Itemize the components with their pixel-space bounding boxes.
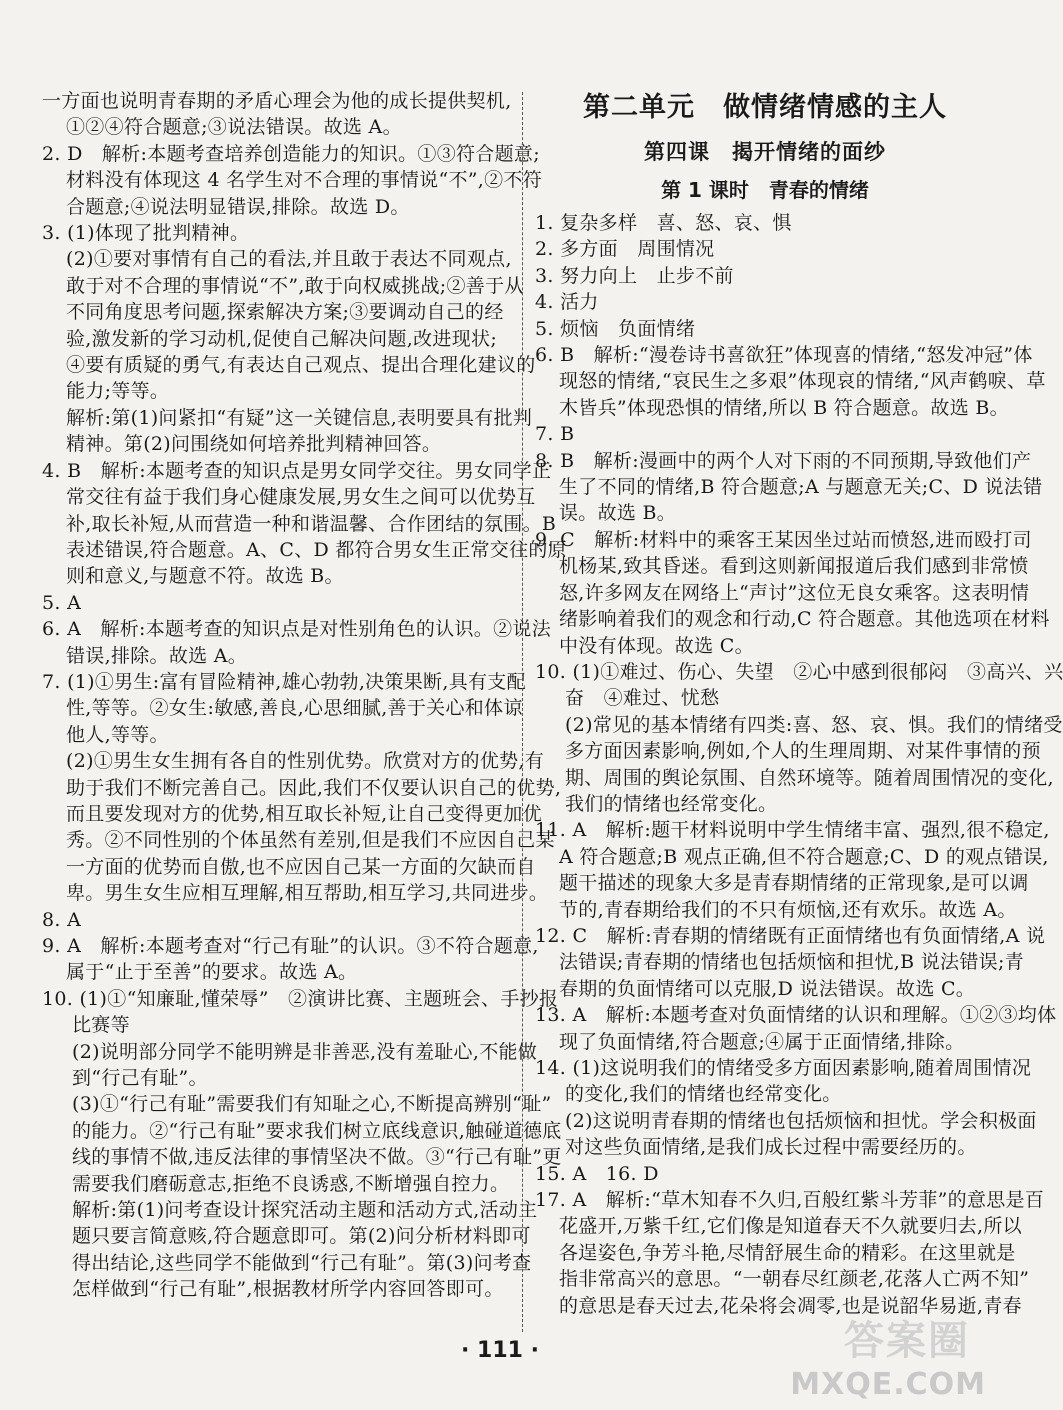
answer-line: 一方面也说明青春期的矛盾心理会为他的成长提供契机,: [42, 90, 512, 112]
answer-line: 需要我们磨砺意志,拒绝不良诱惑,不断增强自控力。: [72, 1172, 510, 1195]
answer-line: 性,等等。②女生:敏感,善良,心思细腻,善于关心和体谅: [66, 697, 523, 720]
answer-line: 的能力。②“行己有耻”要求我们树立底线意识,触碰道德底: [72, 1119, 562, 1142]
answer-line: A 符合题意;B 观点正确,但不符合题意;C、D 的观点错误,: [559, 845, 1049, 868]
answer-line: 木皆兵”体现恐惧的情绪,所以 B 符合题意。故选 B。: [559, 396, 1009, 419]
answer-line: 11. A 解析:题干材料说明中学生情绪丰富、强烈,很不稳定,: [535, 819, 1050, 842]
answer-line: 生了不同的情绪,B 符合题意;A 与题意无关;C、D 说法错: [559, 476, 1043, 499]
answer-line: 一方面的优势而自傲,也不应因自己某一方面的欠缺而自: [66, 855, 536, 878]
answer-line: 敢于对不合理的事情说“不”,敢于向权威挑战;②善于从: [66, 274, 524, 297]
answer-line: 1. 复杂多样 喜、怒、哀、惧: [535, 212, 792, 234]
answer-line: (2)常见的基本情绪有四类:喜、怒、哀、惧。我们的情绪受: [565, 713, 1063, 736]
answer-line: 期、周围的舆论氛围、自然环境等。随着周围情况的变化,: [565, 766, 1054, 789]
answer-line: 则和意义,与题意不符。故选 B。: [66, 565, 344, 588]
column-divider: [522, 92, 523, 1332]
answer-line: 我们的情绪也经常变化。: [565, 792, 778, 815]
answer-line: 10. (1)①“知廉耻,懂荣辱” ②演讲比赛、主题班会、手抄报: [42, 987, 559, 1010]
answer-line: 2. 多方面 周围情况: [535, 238, 715, 261]
answer-line: ①②④符合题意;③说法错误。故选 A。: [66, 116, 402, 139]
answer-line: 怎样做到“行己有耻”,根据教材所学内容回答即可。: [72, 1278, 504, 1301]
answer-line: 的变化,我们的情绪也经常变化。: [565, 1083, 842, 1106]
watermark-brand: 答案圈: [844, 1318, 970, 1364]
answer-line: 3. (1)体现了批判精神。: [42, 222, 250, 245]
answer-line: 现怒的情绪,“哀民生之多艰”体现哀的情绪,“风声鹤唳、草: [559, 370, 1046, 393]
answer-line: 精神。第(2)问围绕如何培养批判精神回答。: [66, 433, 442, 456]
answer-line: 多方面因素影响,例如,个人的生理周期、对某件事情的预: [565, 740, 1041, 763]
answer-line: 得出结论,这些同学不能做到“行己有耻”。第(3)问考查: [72, 1251, 532, 1274]
answer-line: 错误,排除。故选 A。: [66, 644, 248, 667]
answer-line: 2. D 解析:本题考查培养创造能力的知识。①③符合题意;: [42, 142, 540, 165]
answer-line: 解析:第(1)问紧扣“有疑”这一关键信息,表明要具有批判: [66, 406, 533, 429]
answer-line: 6. A 解析:本题考查的知识点是对性别角色的认识。②说法: [42, 618, 551, 641]
answer-line: 6. B 解析:“漫卷诗书喜欲狂”体现喜的情绪,“怒发冲冠”体: [535, 344, 1033, 367]
answer-line: 10. (1)①难过、伤心、失望 ②心中感到很郁闷 ③高兴、兴: [535, 660, 1063, 683]
answer-line: 对这些负面情绪,是我们成长过程中需要经历的。: [565, 1136, 977, 1159]
answer-line: ④要有质疑的勇气,有表达自己观点、提出合理化建议的: [66, 354, 536, 377]
answer-line: 12. C 解析:青春期的情绪既有正面情绪也有负面情绪,A 说: [535, 924, 1046, 947]
answer-line: 他人,等等。: [66, 723, 169, 746]
right-answers: [535, 210, 1063, 1319]
answer-line: 现了负面情绪,符合题意;④属于正面情绪,排除。: [559, 1030, 965, 1053]
watermark-url: MXQE.COM: [790, 1367, 986, 1402]
answer-line: 中没有体现。故选 C。: [559, 634, 754, 657]
answer-line: 8. A: [42, 908, 82, 931]
page-number: · 111 ·: [461, 1338, 539, 1363]
right-column: [535, 88, 1063, 1319]
answer-line: 5. 烦恼 负面情绪: [535, 317, 696, 340]
answer-line: 各逞姿色,争芳斗艳,尽情舒展生命的精彩。在这里就是: [559, 1241, 1016, 1264]
answer-line: 材料没有体现这 4 名学生对不合理的事情说“不”,②不符: [66, 169, 543, 192]
answer-line: 常交往有益于我们身心健康发展,男女生之间可以优势互: [66, 486, 536, 509]
answer-line: 14. (1)这说明我们的情绪受多方面因素影响,随着周围情况: [535, 1057, 1032, 1079]
answer-line: 解析:第(1)问考查设计探究活动主题和活动方式,活动主: [72, 1199, 538, 1222]
answer-line: 怒,许多网友在网络上“声讨”这位无良女乘客。这表明情: [559, 581, 1030, 604]
answer-line: 7. (1)①男生:富有冒险精神,雄心勃勃,决策果断,具有支配: [42, 670, 526, 693]
period-title: 第 1 课时 青春的情绪: [661, 178, 869, 202]
answer-line: 7. B: [535, 423, 575, 446]
answer-line: 绪影响着我们的观念和行动,C 符合题意。其他选项在材料: [559, 608, 1050, 631]
answer-line: 题只要言简意赅,符合题意即可。第(2)问分析材料即可: [72, 1225, 531, 1248]
answer-line: 表述错误,符合题意。A、C、D 都符合男女生正常交往的原: [66, 538, 567, 561]
answer-line: (2)这说明青春期的情绪也包括烦恼和担忧。学会积极面: [565, 1109, 1037, 1132]
answer-line: 属于“止于至善”的要求。故选 A。: [66, 961, 358, 984]
unit-title: 第二单元 做情绪情感的主人: [583, 92, 947, 123]
answer-line: 奋 ④难过、忧愁: [565, 687, 720, 710]
watermark-logo: [790, 1318, 986, 1402]
answer-line: 而且要发现对方的优势,相互取长补短,让自己变得更加优: [66, 802, 542, 825]
answer-line: 补,取长补短,从而营造一种和谐温馨、合作团结的氛围。B: [66, 512, 557, 535]
answer-line: 5. A: [42, 591, 82, 614]
answer-line: 验,激发新的学习动机,促使自己解决问题,改进现状;: [66, 327, 498, 350]
answer-line: 的意思是春天过去,花朵将会凋零,也是说韶华易逝,青春: [559, 1294, 1022, 1317]
answer-line: (2)①要对事情有自己的看法,并且敢于表达不同观点,: [66, 248, 512, 271]
answer-line: 合题意;④说法明显错误,排除。故选 D。: [66, 195, 410, 218]
answer-line: 能力;等等。: [66, 380, 170, 403]
answer-line: (2)说明部分同学不能明辨是非善恶,没有羞耻心,不能做: [72, 1040, 538, 1063]
answer-line: 8. B 解析:漫画中的两个人对下雨的不同预期,导致他们产: [535, 449, 1032, 472]
answer-line: 机杨某,致其昏迷。看到这则新闻报道后我们感到非常愤: [559, 555, 1029, 578]
answer-line: 指非常高兴的意思。“一朝春尽红颜老,花落人亡两不知”: [559, 1268, 1030, 1291]
answer-line: 13. A 解析:本题考查对负面情绪的认识和理解。①②③均体: [535, 1004, 1057, 1027]
answer-line: 题干描述的现象大多是青春期情绪的正常现象,是可以调: [559, 872, 1029, 895]
answer-line: 比赛等: [72, 1014, 130, 1037]
answer-line: 9. C 解析:材料中的乘客王某因坐过站而愤怒,进而殴打司: [535, 528, 1032, 551]
answer-line: 15. A 16. D: [535, 1162, 659, 1185]
answer-line: 法错误;青春期的情绪也包括烦恼和担忧,B 说法错误;青: [559, 951, 1024, 974]
answer-line: 卑。男生女生应相互理解,相互帮助,相互学习,共同进步。: [66, 882, 549, 905]
answer-line: 4. 活力: [535, 291, 599, 314]
answer-line: (2)①男生女生拥有各自的性别优势。欣赏对方的优势,有: [66, 750, 545, 773]
answer-line: 9. A 解析:本题考查对“行己有耻”的认识。③不符合题意,: [42, 935, 539, 957]
answer-line: 春期的负面情绪可以克服,D 说法错误。故选 C。: [559, 977, 976, 1000]
answer-line: 不同角度思考问题,探索解决方案;③要调动自己的经: [66, 301, 504, 324]
answer-line: 误。故选 B。: [559, 502, 677, 525]
answer-line: 3. 努力向上 止步不前: [535, 264, 734, 287]
answer-line: 到“行己有耻”。: [72, 1067, 208, 1090]
answer-line: 4. B 解析:本题考查的知识点是男女同学交往。男女同学正: [42, 459, 552, 482]
answer-line: (3)①“行己有耻”需要我们有知耻之心,不断提高辨别“耻”: [72, 1093, 552, 1116]
answer-line: 花盛开,万紫千红,它们像是知道春天不久就要归去,所以: [559, 1215, 1022, 1238]
lesson-title: 第四课 揭开情绪的面纱: [644, 140, 886, 164]
answer-line: 17. A 解析:“草木知春不久归,百般红紫斗芳菲”的意思是百: [535, 1189, 1045, 1212]
answer-line: 线的事情不做,违反法律的事情坚决不做。③“行己有耻”更: [72, 1146, 562, 1169]
answer-line: 助于我们不断完善自己。因此,我们不仅要认识自己的优势,: [66, 776, 562, 799]
answer-line: 秀。②不同性别的个体虽然有差别,但是我们不应因自己某: [66, 829, 555, 852]
answer-line: 节的,青春期给我们的不只有烦恼,还有欢乐。故选 A。: [559, 898, 1017, 921]
